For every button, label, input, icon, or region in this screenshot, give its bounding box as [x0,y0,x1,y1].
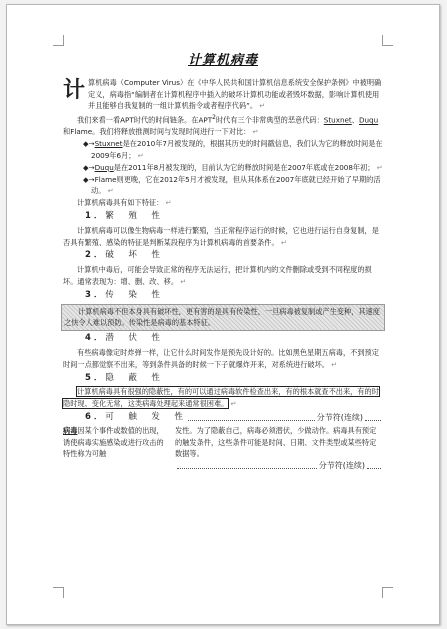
section-break-label: 分节符(连续) [316,412,363,422]
section-body-4: 有些病毒像定时炸弹一样，让它什么时间发作是预先设计好的。比如黑色星期五病毒，不到预定时间一点都觉察不出来，等到条件具备的时候一下子就爆炸开来，对系统进行破坏。 ↵ [63,347,379,369]
margin-corner-mark [382,35,393,46]
section-body-1: 计算机病毒可以像生物病毒一样进行繁殖，当正常程序运行的时候，它也进行运行自身复制，是否具有繁殖、感染的特征是判断某段程序为计算机病毒的首要条件。 ↵ [63,225,379,247]
section-break-dots [367,468,381,469]
malware-name-duqu: Duqu [358,115,379,125]
section-body-3-shaded: 计算机病毒不但本身具有破坏性，更有害的是具有传染性，一旦病毒被复制或产生变种，其速度之快令人难以预防。传染性是病毒的基本特征。 [61,304,385,332]
section-break-dots [188,420,315,421]
list-item: ◆→Duqu是在2011年8月被发现的，目前认为它的释放时间是在2007年底或在2008年初； ↵ [83,162,383,172]
paragraph-mark: ↵ [259,101,266,111]
column-left: 病毒因某个事件或数值的出现，诱使病毒实施感染或进行攻击的特性称为可触 [63,425,164,459]
bold-underlined-word: 病毒 [63,425,78,435]
list-item: ◆→Flame则更晚，它在2012年5月才被发现，但从其体系在2007年底就已经开始了早期的活动。 ↵ [83,174,381,196]
diamond-bullet-icon: ◆→ [83,174,95,184]
section-break-dots [365,420,381,421]
section-heading-6: 6．可 触 发 性 [85,411,186,422]
section-break-dots [177,468,317,469]
column-right: 发性。为了隐蔽自己，病毒必须潜伏，少做动作。病毒具有预定的触发条件，这些条件可能是时间、日期、文件类型或某些特定数据等。 分节符(连续) [175,425,383,472]
apt-paragraph: 我们来看一看APT时代的时间链条。在APT$^2$时代有三个非常典型的恶意代码：Stuxnet、Duqu和Flame。我们将释放推测时间与发现时间进行一下对比： ↵ [63,114,379,137]
section-heading-2: 2．破 坏 性 [85,250,163,261]
intro-text: 算机病毒（Computer Virus）在《中华人民共和国计算机信息系统安全保护条例》中被明确定义，病毒指“编制者在计算机程序中插入的破坏计算机功能或者毁坏数据，影响计算机使用并且能够自我复制的一组计算机指令或者程序代码”。 [88,77,382,111]
document-page [6,4,440,625]
section-body-5-bordered: 计算机病毒具有很强的隐蔽性，有的可以通过病毒软件检查出来，有的根本就查不出来，有的时隐时现、变化无常，这类病毒处理起来通常很困难。 ↵ [63,387,379,409]
features-intro: 计算机病毒具有如下特征： ↵ [77,198,172,208]
section-break-label: 分节符(连续) [318,461,365,471]
section-body-2: 计算机中毒后，可能会导致正常的程序无法运行，把计算机内的文件删除或受到不同程度的损坏。通常表现为：增、删、改、移。 ↵ [63,265,372,286]
diamond-bullet-icon: ◆→ [83,162,95,172]
document-body[interactable] [63,51,383,472]
document-title: 计算机病毒 [187,53,258,68]
malware-name-stuxnet: Stuxnet [323,115,352,125]
drop-cap: 计 [63,76,86,103]
list-item: ◆→Stuxnet是在2010年7月被发现的，根据其历史的时间戳信息，我们认为它的释放时间是在2009年6月； ↵ [83,139,383,160]
bullet-list [63,138,383,197]
section-heading-6-row [63,412,383,424]
section-heading-4: 4．潜 伏 性 [85,333,163,344]
two-column-section [63,425,383,472]
margin-corner-mark [53,587,64,598]
margin-corner-mark [382,587,393,598]
section-heading-5: 5．隐 蔽 性 [85,372,163,383]
section-break-row [175,460,383,472]
diamond-bullet-icon: ◆→ [83,139,95,149]
footnote-ref[interactable]: 2 [212,114,216,122]
section-heading-3: 3．传 染 性 [85,289,163,300]
margin-corner-mark [53,35,64,46]
intro-paragraph [63,77,383,112]
section-heading-1: 1．繁 殖 性 [85,210,163,221]
